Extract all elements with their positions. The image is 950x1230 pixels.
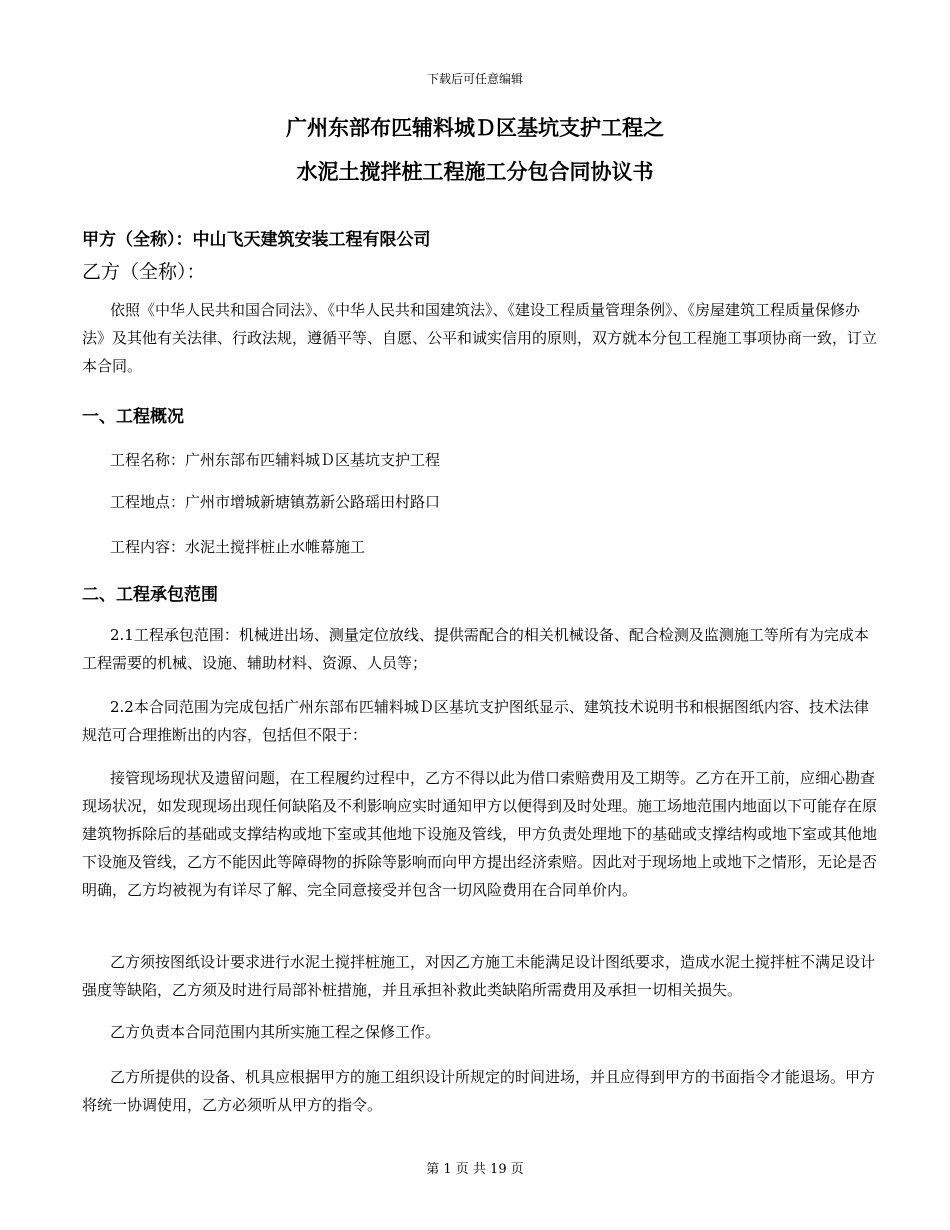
title-line-2: 水泥土搅拌桩工程施工分包合同协议书: [296, 160, 654, 184]
page-header: 下载后可任意编辑: [426, 72, 523, 86]
project-location: 工程地点：广州市增城新塘镇荔新公路瑶田村路口: [110, 493, 441, 511]
warranty-paragraph: 乙方负责本合同范围内其所实施工程之保修工作。: [110, 1023, 441, 1041]
project-content: 工程内容：水泥土搅拌桩止水帷幕施工: [110, 538, 366, 556]
section-2-heading: 二、工程承包范围: [82, 585, 218, 605]
section-1-heading: 一、工程概况: [82, 407, 184, 427]
page-footer: 第 1 页 共 19 页: [426, 1162, 524, 1177]
title-line-1: 广州东部布匹辅料城Ｄ区基坑支护工程之: [286, 116, 664, 140]
equipment-paragraph: 乙方所提供的设备、机具应根据甲方的施工组织设计所规定的时间进场，并且应得到甲方的书面指令才能退场。甲方将统一协调使用，乙方必须听从甲方的指令。: [82, 1068, 876, 1114]
intro-paragraph: 依照《中华人民共和国合同法》、《中华人民共和国建筑法》、《建设工程质量管理条例》、《房屋建筑工程质量保修办法》及其他有关法律、行政法规，遵循平等、自愿、公平和诚实信用的原则，双方就本分包工程施工事项协商一致，订立本合同。: [82, 301, 878, 375]
site-condition-paragraph: 接管现场现状及遗留问题，在工程履约过程中，乙方不得以此为借口索赔费用及工期等。乙方在开工前，应细心勘查现场状况，如发现现场出现任何缺陷及不利影响应实时通知甲方以便得到及时处理。施工场地范围内地面以下可能存在原建筑物拆除后的基础或支撑结构或地下室或其他地下设施及管线，甲方负责处理地下的基础或支撑结构或地下室或其他地下设施及管线，乙方不能因此等障碍物的拆除等影响而向甲方提出经济索赔。因此对于现场地上或地下之情形，无论是否明确，乙方均被视为有详尽了解、完全同意接受并包含一切风险费用在合同单价内。: [82, 769, 878, 899]
project-name: 工程名称：广州东部布匹辅料城Ｄ区基坑支护工程: [110, 451, 441, 469]
party-b: 乙方（全称）：: [82, 261, 206, 283]
clause-2-2-end: 包括但不限于：: [262, 726, 368, 744]
clause-2-1: 2.1工程承包范围：机械进出场、测量定位放线、提供需配合的相关机械设备、配合检测及监测施工等所有为完成本工程需要的机械、设施、辅助材料、资源、人员等；: [82, 626, 869, 672]
design-requirement-paragraph: 乙方须按图纸设计要求进行水泥土搅拌桩施工，对因乙方施工未能满足设计图纸要求，造成水泥土搅拌桩不满足设计强度等缺陷，乙方须及时进行局部补桩措施，并且承担补救此类缺陷所需费用及承担一切相关损失。: [82, 953, 876, 999]
clause-2-2: [82, 693, 878, 749]
party-a: 甲方（全称）：中山飞天建筑安装工程有限公司: [82, 230, 431, 250]
red-comma: ，: [247, 726, 263, 744]
clause-2-2-main: 2.2本合同范围为完成包括广州东部布匹辅料城Ｄ区基坑支护图纸显示、建筑技术说明书和根据图纸内容、技术法律规范可合理推断出的内容: [82, 698, 869, 744]
